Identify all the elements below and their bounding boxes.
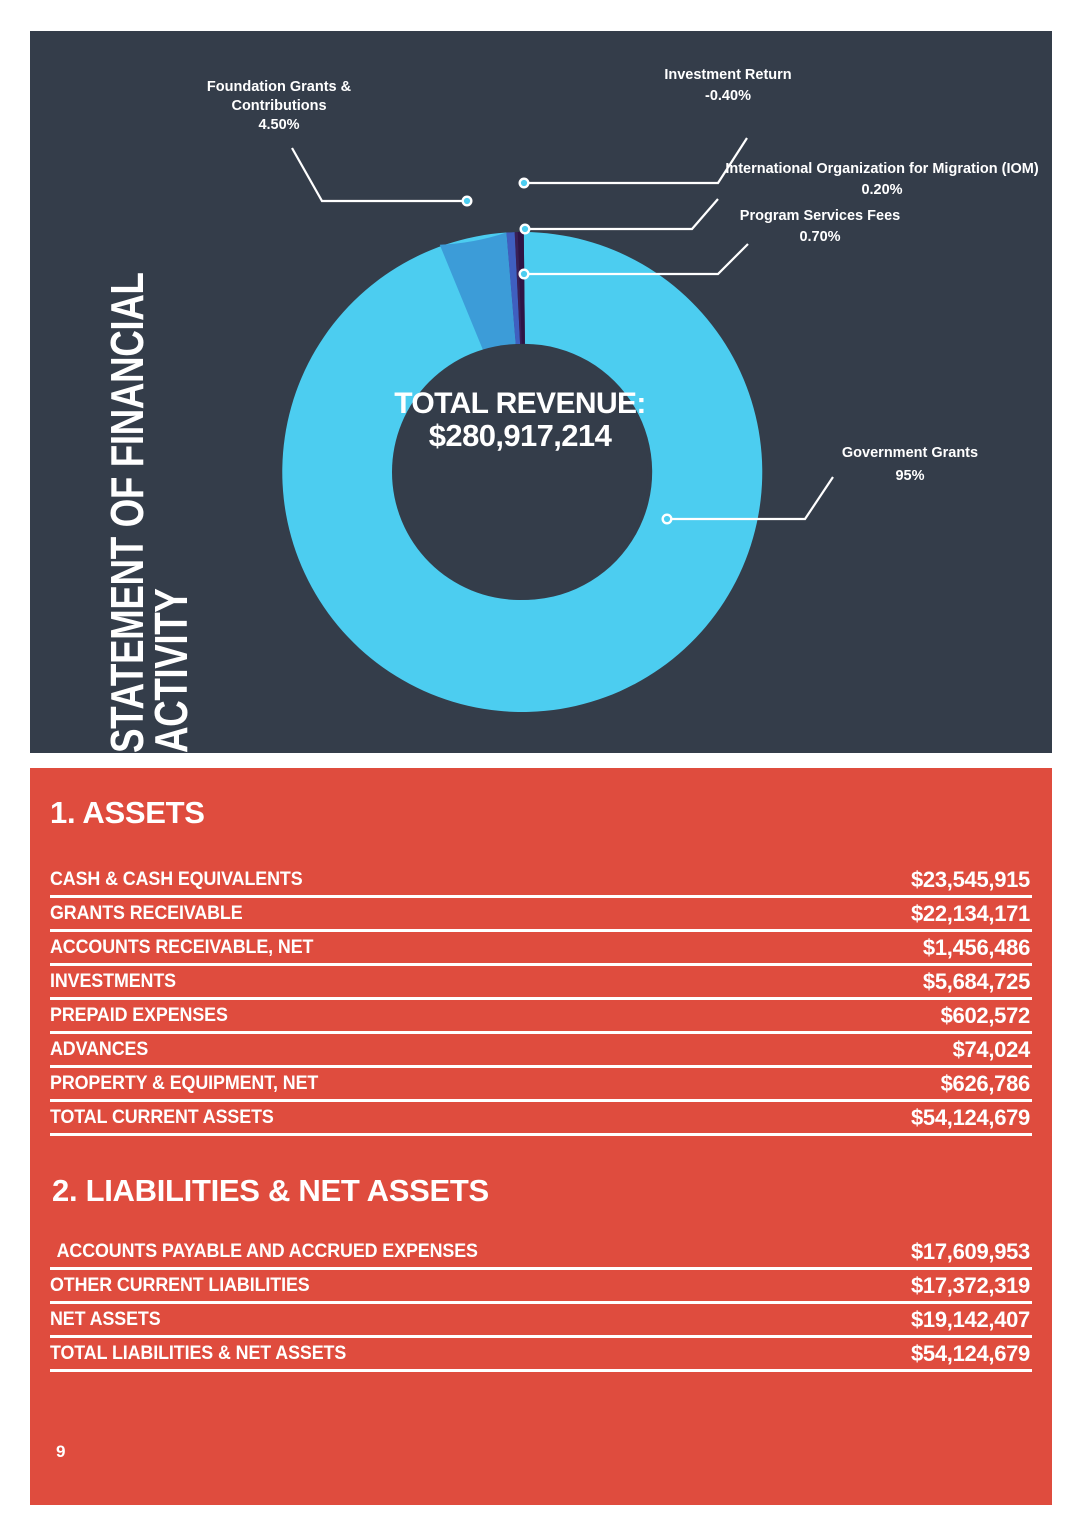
financial-activity-panel bbox=[30, 31, 1052, 753]
assets-table-row-label: TOTAL CURRENT ASSETS bbox=[50, 1106, 274, 1128]
callout-foundation-grants-line1: Foundation Grants & bbox=[206, 79, 352, 95]
leader-dot-government-grants bbox=[663, 515, 672, 524]
liabilities-table-row-value: $54,124,679 bbox=[910, 1340, 1030, 1366]
page-title-line-1: STATEMENT OF FINANCIAL bbox=[100, 272, 153, 753]
total-revenue-value: $280,917,214 bbox=[428, 418, 612, 453]
assets-table-row-value: $5,684,725 bbox=[922, 968, 1030, 994]
page-title-line-2: ACTIVITY bbox=[145, 588, 198, 753]
leader-dot-foundation-grants bbox=[463, 197, 472, 206]
assets-table-row bbox=[50, 1068, 1032, 1102]
callout-government-grants-percent: 95% bbox=[895, 468, 925, 484]
leader-iom bbox=[530, 199, 718, 229]
assets-table-row-label: PROPERTY & EQUIPMENT, NET bbox=[50, 1072, 319, 1094]
liabilities-section-heading: 2. LIABILITIES & NET ASSETS bbox=[52, 1173, 489, 1208]
callout-investment-return bbox=[664, 67, 791, 104]
assets-table-row-value: $602,572 bbox=[940, 1002, 1030, 1028]
assets-table-row-value: $74,024 bbox=[952, 1036, 1030, 1062]
assets-table-row-value: $1,456,486 bbox=[922, 934, 1030, 960]
callout-foundation-grants bbox=[207, 79, 352, 133]
leader-dot-program-services-fees bbox=[520, 270, 529, 279]
leader-dot-investment-return bbox=[520, 179, 529, 188]
liabilities-table bbox=[50, 1236, 1032, 1372]
financial-tables-panel bbox=[30, 768, 1052, 1505]
assets-table-row-value: $626,786 bbox=[940, 1070, 1030, 1096]
assets-table bbox=[50, 864, 1032, 1136]
assets-table-row bbox=[50, 898, 1032, 932]
liabilities-table-row bbox=[50, 1304, 1032, 1338]
callout-government-grants bbox=[842, 445, 978, 484]
assets-table-row bbox=[50, 966, 1032, 1000]
donut-center-hole bbox=[392, 344, 648, 600]
liabilities-table-row-label: TOTAL LIABILITIES & NET ASSETS bbox=[50, 1342, 347, 1364]
assets-table-row-label: CASH & CASH EQUIVALENTS bbox=[50, 868, 303, 890]
liabilities-table-row-label: NET ASSETS bbox=[50, 1308, 161, 1330]
callout-foundation-grants-percent: 4.50% bbox=[258, 117, 300, 133]
revenue-donut-chart bbox=[30, 31, 1052, 753]
leader-foundation-grants bbox=[292, 148, 464, 201]
assets-table-row-label: GRANTS RECEIVABLE bbox=[50, 902, 243, 924]
callout-investment-return-line1: Investment Return bbox=[664, 67, 792, 83]
assets-table-row-value: $54,124,679 bbox=[910, 1104, 1030, 1130]
callout-government-grants-line1: Government Grants bbox=[841, 445, 979, 461]
assets-table-row bbox=[50, 864, 1032, 898]
callout-iom-line1: International Organization for Migration (IOM) bbox=[725, 161, 1039, 177]
assets-table-row-value: $23,545,915 bbox=[910, 866, 1030, 892]
liabilities-table-row-value: $17,372,319 bbox=[910, 1272, 1030, 1298]
assets-table-row-value: $22,134,171 bbox=[910, 900, 1030, 926]
liabilities-table-row bbox=[50, 1236, 1032, 1270]
callout-program-services-fees-line1: Program Services Fees bbox=[739, 208, 901, 224]
leader-dot-iom bbox=[521, 225, 530, 234]
callout-investment-return-percent: -0.40% bbox=[705, 88, 751, 104]
assets-table-row-label: ADVANCES bbox=[50, 1038, 149, 1060]
callout-program-services-fees bbox=[740, 208, 900, 245]
liabilities-table-row bbox=[50, 1338, 1032, 1372]
assets-table-row bbox=[50, 932, 1032, 966]
callout-program-services-fees-percent: 0.70% bbox=[799, 229, 841, 245]
leader-investment-return bbox=[527, 138, 747, 183]
page-number: 9 bbox=[56, 1442, 66, 1461]
liabilities-table-row-value: $19,142,407 bbox=[910, 1306, 1030, 1332]
total-revenue-label: TOTAL REVENUE: bbox=[394, 387, 646, 420]
assets-table-row bbox=[50, 1102, 1032, 1136]
assets-section-heading: 1. ASSETS bbox=[50, 795, 205, 830]
assets-table-row bbox=[50, 1000, 1032, 1034]
liabilities-table-row-value: $17,609,953 bbox=[910, 1238, 1030, 1264]
assets-table-row-label: PREPAID EXPENSES bbox=[50, 1004, 228, 1026]
liabilities-table-row bbox=[50, 1270, 1032, 1304]
assets-table-row bbox=[50, 1034, 1032, 1068]
liabilities-table-row-label: ACCOUNTS PAYABLE AND ACCRUED EXPENSES bbox=[56, 1240, 478, 1262]
callout-iom-percent: 0.20% bbox=[861, 182, 903, 198]
callout-foundation-grants-line2: Contributions bbox=[231, 98, 327, 114]
liabilities-table-row-label: OTHER CURRENT LIABILITIES bbox=[50, 1274, 310, 1296]
callout-iom bbox=[725, 161, 1039, 198]
assets-table-row-label: INVESTMENTS bbox=[50, 970, 176, 992]
assets-table-row-label: ACCOUNTS RECEIVABLE, NET bbox=[50, 936, 314, 958]
